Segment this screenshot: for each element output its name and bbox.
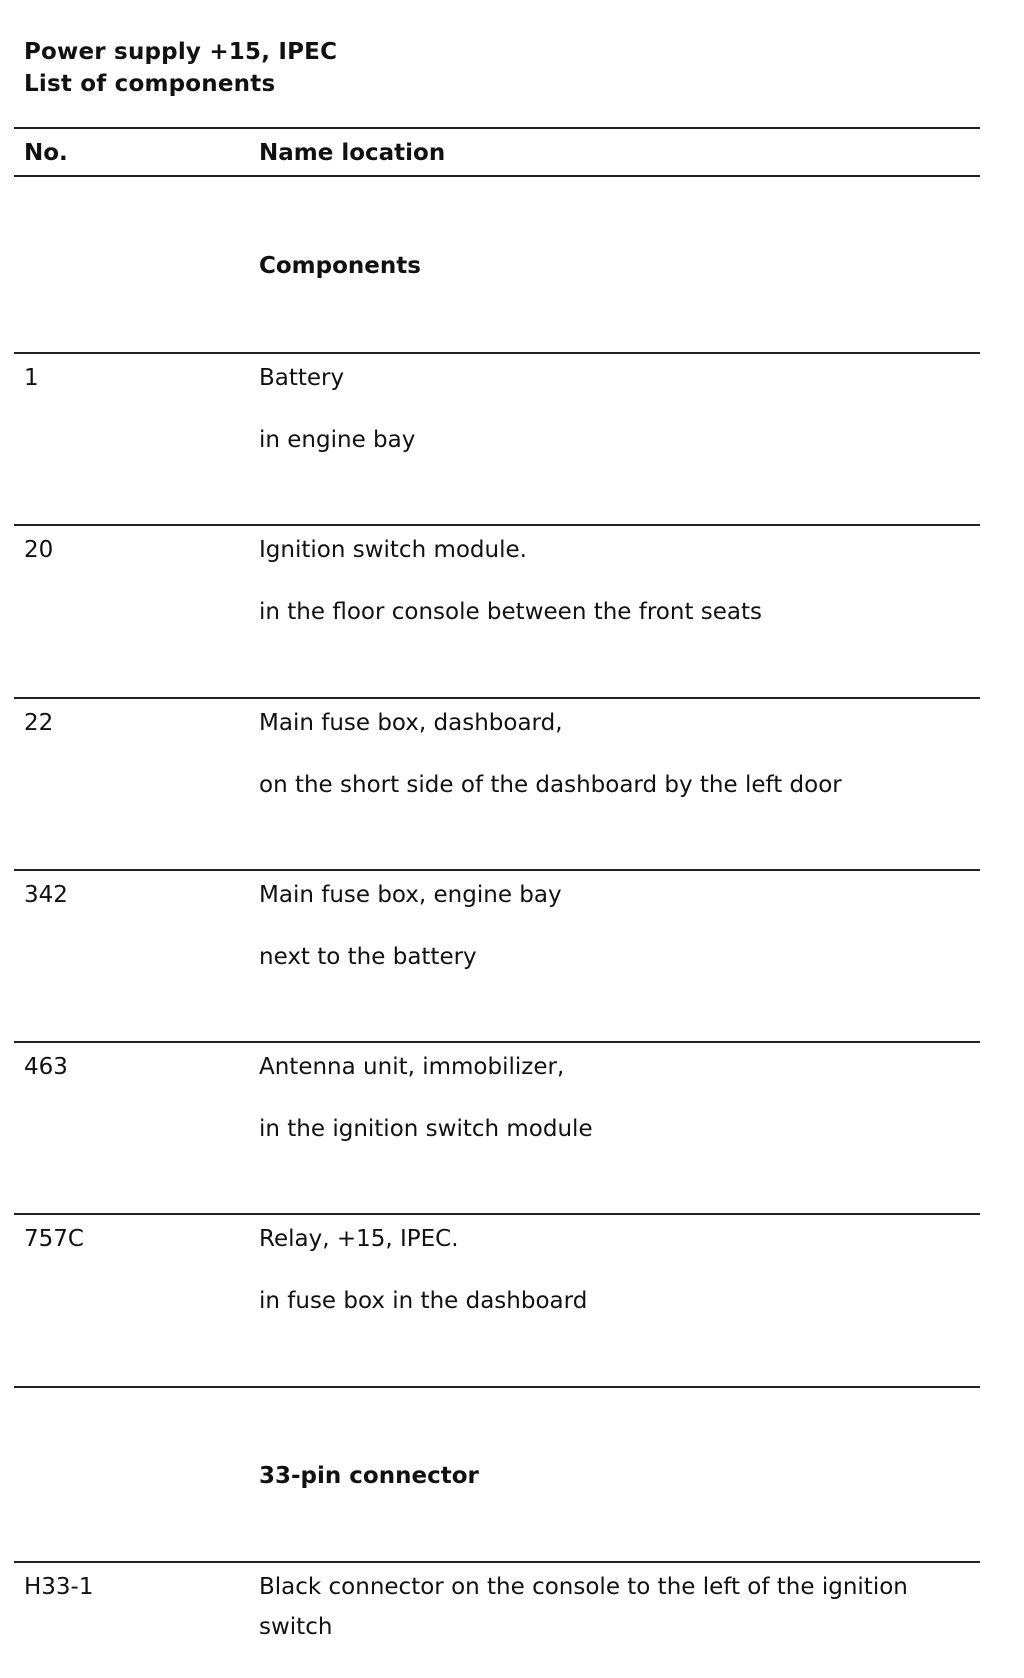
document-title xyxy=(24,36,337,100)
row-name: Antenna unit, immobilizer, xyxy=(259,1054,565,1080)
row-no: H33-1 xyxy=(24,1574,94,1600)
row-name: Ignition switch module. xyxy=(259,537,527,563)
row-no: 757C xyxy=(24,1226,84,1252)
row-no: 1 xyxy=(24,365,39,391)
row-location: in engine bay xyxy=(259,427,416,453)
row-no: 342 xyxy=(24,882,68,908)
row-location: in the ignition switch module xyxy=(259,1116,593,1142)
row-description: Black connector on the console to the left of the ignition switch xyxy=(259,1574,908,1640)
row-rule xyxy=(14,1041,980,1043)
row-rule xyxy=(14,1213,980,1215)
row-name: Relay, +15, IPEC. xyxy=(259,1226,459,1252)
row-rule xyxy=(14,697,980,699)
row-location: in the floor console between the front seats xyxy=(259,599,763,625)
row-rule xyxy=(14,352,980,354)
row-no: 22 xyxy=(24,710,54,736)
row-location: in fuse box in the dashboard xyxy=(259,1288,588,1314)
row-name: Main fuse box, dashboard, xyxy=(259,710,563,736)
row-name: Main fuse box, engine bay xyxy=(259,882,562,908)
row-no: 20 xyxy=(24,537,54,563)
table-top-rule xyxy=(14,127,980,129)
row-no: 463 xyxy=(24,1054,68,1080)
row-name: Battery xyxy=(259,365,345,391)
header-name-location: Name location xyxy=(259,140,446,166)
document-title-line-1: Power supply +15, IPEC xyxy=(24,39,338,65)
row-rule xyxy=(14,1561,980,1563)
row-rule xyxy=(14,1386,980,1388)
section-heading: 33-pin connector xyxy=(259,1463,479,1489)
header-no: No. xyxy=(24,140,68,166)
header-bottom-rule xyxy=(14,175,980,177)
row-rule xyxy=(14,869,980,871)
row-location: next to the battery xyxy=(259,944,477,970)
row-rule xyxy=(14,524,980,526)
section-heading: Components xyxy=(259,253,421,279)
document-title-line-2: List of components xyxy=(24,71,276,97)
row-location: on the short side of the dashboard by the left door xyxy=(259,772,842,798)
